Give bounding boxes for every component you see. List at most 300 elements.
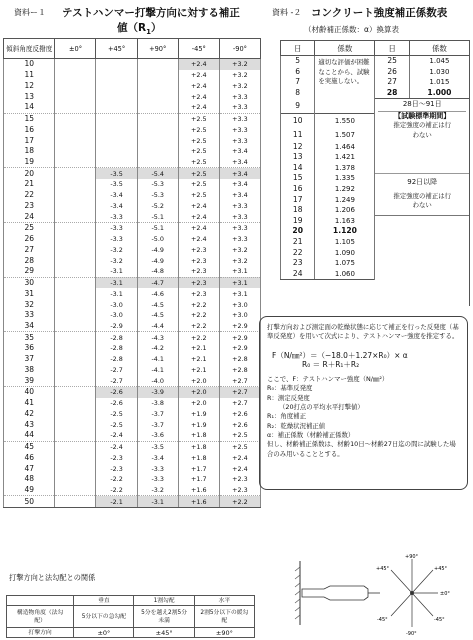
correction-cell: +3.3 xyxy=(219,113,260,124)
section1-title xyxy=(62,5,262,36)
correction-cell: -3.1 xyxy=(137,496,178,508)
correction-cell xyxy=(55,310,96,321)
formula-def-alpha: α：補正係数（材齢補正係数） xyxy=(267,430,355,439)
rebound-cell: 41 xyxy=(4,398,55,409)
correction-cell: +3.2 xyxy=(219,59,260,70)
correction-cell xyxy=(55,201,96,212)
correction-cell: +2.4 xyxy=(178,102,219,113)
correction-cell: -3.3 xyxy=(137,474,178,485)
correction-cell: -5.2 xyxy=(137,201,178,212)
range1: 28日〜91日 xyxy=(378,100,466,112)
correction-cell: +1.8 xyxy=(178,441,219,452)
correction-cell xyxy=(137,124,178,135)
correction-cell xyxy=(96,113,137,124)
day-cell: 20 xyxy=(281,226,315,237)
correction-cell xyxy=(55,463,96,474)
correction-cell: -2.8 xyxy=(96,354,137,365)
correction-cell: +2.4 xyxy=(178,70,219,81)
table2-right-border xyxy=(469,40,470,306)
rebound-cell: 17 xyxy=(4,135,55,146)
correction-cell: -2.1 xyxy=(96,496,137,508)
table-row xyxy=(4,157,261,168)
correction-cell: +2.5 xyxy=(178,135,219,146)
correction-cell xyxy=(55,179,96,190)
correction-cell: +3.3 xyxy=(219,201,260,212)
range-block xyxy=(375,99,470,142)
correction-cell: +3.4 xyxy=(219,146,260,157)
correction-cell: -2.6 xyxy=(96,398,137,409)
section3-title: 打撃方向と法勾配との関係 xyxy=(9,573,96,582)
correction-cell: -3.1 xyxy=(96,288,137,299)
title-end: ） xyxy=(150,22,162,34)
correction-cell: -3.2 xyxy=(96,244,137,255)
rebound-cell: 11 xyxy=(4,70,55,81)
correction-cell xyxy=(96,102,137,113)
table-row xyxy=(4,223,261,234)
table-row xyxy=(4,365,261,376)
rebound-cell: 43 xyxy=(4,419,55,430)
direction-cell: ±90° xyxy=(194,628,254,638)
correction-cell xyxy=(96,80,137,91)
day-cell: 21 xyxy=(281,237,315,248)
header-cell xyxy=(7,596,74,606)
table-row xyxy=(4,496,261,508)
correction-cell: +3.0 xyxy=(219,299,260,310)
table-row xyxy=(4,179,261,190)
table-row xyxy=(4,146,261,157)
correction-cell: +2.3 xyxy=(178,255,219,266)
correction-cell: +3.1 xyxy=(219,277,260,288)
correction-cell xyxy=(137,135,178,146)
correction-cell xyxy=(137,113,178,124)
spacer-cell xyxy=(375,216,470,280)
rebound-cell: 24 xyxy=(4,211,55,222)
correction-cell: -2.7 xyxy=(96,365,137,376)
table-row xyxy=(4,234,261,245)
rebound-cell: 16 xyxy=(4,124,55,135)
note3: 推定強度の補正は行わない xyxy=(393,191,451,210)
table-row xyxy=(4,102,261,113)
correction-cell: +1.7 xyxy=(178,463,219,474)
correction-cell: -3.5 xyxy=(137,441,178,452)
section1-title-line2 xyxy=(62,20,262,36)
late-block xyxy=(375,173,470,215)
day-cell: 5 xyxy=(281,56,315,67)
correction-cell: +2.5 xyxy=(219,441,260,452)
correction-cell: +1.6 xyxy=(178,496,219,508)
correction-cell: -4.9 xyxy=(137,244,178,255)
correction-cell: +3.4 xyxy=(219,190,260,201)
correction-cell xyxy=(55,168,96,179)
rebound-cell: 49 xyxy=(4,485,55,496)
correction-cell xyxy=(137,91,178,102)
correction-cell: +2.4 xyxy=(219,463,260,474)
correction-cell: +2.1 xyxy=(178,365,219,376)
correction-cell: -3.3 xyxy=(96,234,137,245)
correction-cell: +2.4 xyxy=(178,223,219,234)
rebound-cell: 18 xyxy=(4,146,55,157)
correction-cell: -3.9 xyxy=(137,387,178,398)
formula-def-r2: R₂：乾燥状況補正値 xyxy=(267,421,326,430)
correction-cell: +2.7 xyxy=(219,398,260,409)
rebound-cell: 29 xyxy=(4,266,55,277)
day-cell: 24 xyxy=(281,269,315,280)
formula-intro: 打撃方向および測定面の乾燥状態に応じて補正を行った反発度（基準反発度）を用いて次式により、テストハンマー強度を推定する。 xyxy=(267,323,459,341)
correction-cell xyxy=(55,190,96,201)
correction-cell: +1.8 xyxy=(178,452,219,463)
correction-cell: -4.4 xyxy=(137,321,178,332)
table-row xyxy=(4,485,261,496)
correction-cell: +2.3 xyxy=(219,474,260,485)
correction-cell: +2.5 xyxy=(178,157,219,168)
day-cell: 25 xyxy=(375,56,409,67)
day-cell: 10 xyxy=(281,113,315,127)
table-row xyxy=(4,266,261,277)
day-cell: 6 xyxy=(281,67,315,78)
correction-cell: -4.1 xyxy=(137,365,178,376)
rebound-cell: 44 xyxy=(4,430,55,441)
correction-cell xyxy=(55,354,96,365)
table-row xyxy=(4,135,261,146)
rebound-cell: 30 xyxy=(4,277,55,288)
correction-cell xyxy=(55,496,96,508)
early-note: 適切な評価が困難なことから、試験を実施しない。 xyxy=(315,56,375,114)
slope-cell: 5分を越え2割5分未満 xyxy=(134,606,194,628)
rebound-cell: 37 xyxy=(4,354,55,365)
section1-label: 資料ー１ xyxy=(14,8,46,17)
day-cell: 17 xyxy=(281,194,315,205)
correction-cell xyxy=(96,91,137,102)
rebound-cell: 20 xyxy=(4,168,55,179)
correction-cell xyxy=(55,419,96,430)
correction-cell: +2.3 xyxy=(178,266,219,277)
correction-cell xyxy=(55,102,96,113)
correction-cell: -2.8 xyxy=(96,343,137,354)
table-row xyxy=(4,113,261,124)
note1: 推定強度の補正は行わない xyxy=(393,121,451,139)
correction-cell xyxy=(55,409,96,420)
angle-label: +90° xyxy=(405,554,419,560)
correction-cell: +2.4 xyxy=(178,91,219,102)
correction-cell: +1.6 xyxy=(178,485,219,496)
coef-cell: 1.550 xyxy=(315,113,375,127)
correction-cell: +3.3 xyxy=(219,124,260,135)
correction-cell: -3.1 xyxy=(96,277,137,288)
correction-cell: -4.0 xyxy=(137,375,178,386)
correction-cell: +2.5 xyxy=(178,168,219,179)
correction-cell: -2.5 xyxy=(96,419,137,430)
correction-cell xyxy=(55,135,96,146)
table-row xyxy=(4,277,261,288)
correction-cell: +2.4 xyxy=(178,211,219,222)
correction-cell: -3.2 xyxy=(96,255,137,266)
table-row xyxy=(4,255,261,266)
table-row xyxy=(4,70,261,81)
correction-cell: -5.0 xyxy=(137,234,178,245)
formula-r0: R₀ ＝ R＋R₁＋R₂ xyxy=(302,359,360,369)
angle-label: ±0° xyxy=(440,591,450,597)
correction-cell: -3.5 xyxy=(96,168,137,179)
direction-cell: ±45° xyxy=(134,628,194,638)
rebound-cell: 38 xyxy=(4,365,55,376)
correction-cell xyxy=(137,102,178,113)
correction-cell xyxy=(55,387,96,398)
day-cell: 13 xyxy=(281,152,315,163)
table-row xyxy=(281,88,470,99)
correction-cell xyxy=(55,365,96,376)
table-row xyxy=(281,67,470,78)
table-row xyxy=(4,211,261,222)
header-day: 日 xyxy=(281,41,315,56)
correction-cell: +3.3 xyxy=(219,102,260,113)
correction-cell xyxy=(55,234,96,245)
correction-cell: -3.4 xyxy=(96,190,137,201)
header-day: 日 xyxy=(375,41,409,56)
correction-cell: +3.2 xyxy=(219,80,260,91)
formula-where: ここで、F：テストハンマー強度（N/㎜²） xyxy=(267,375,389,384)
hammer-direction-diagram xyxy=(272,553,468,637)
table-row xyxy=(4,375,261,386)
table-row xyxy=(4,441,261,452)
coef-cell: 1.421 xyxy=(315,152,375,163)
coef-cell: 1.292 xyxy=(315,184,375,195)
coef-cell: 1.335 xyxy=(315,173,375,184)
day-cell: 15 xyxy=(281,173,315,184)
rebound-cell: 32 xyxy=(4,299,55,310)
correction-cell: +2.9 xyxy=(219,343,260,354)
correction-cell: +2.3 xyxy=(178,277,219,288)
correction-cell: -5.1 xyxy=(137,211,178,222)
correction-cell xyxy=(96,59,137,70)
direction-arrows xyxy=(391,559,438,627)
correction-cell: +2.8 xyxy=(219,365,260,376)
coef-cell: 1.163 xyxy=(315,216,375,227)
correction-cell xyxy=(55,70,96,81)
coef-cell: 1.000 xyxy=(409,88,469,99)
section1-title-line1: テストハンマー打撃方向に対する補正 xyxy=(62,7,240,19)
header-coef: 係数 xyxy=(315,41,375,56)
day-cell: 9 xyxy=(281,99,315,113)
correction-cell: +3.4 xyxy=(219,168,260,179)
correction-cell xyxy=(55,288,96,299)
table-row xyxy=(4,343,261,354)
rebound-cell: 45 xyxy=(4,441,55,452)
table-row xyxy=(4,299,261,310)
table-row xyxy=(4,409,261,420)
correction-cell: -2.6 xyxy=(96,387,137,398)
correction-cell xyxy=(96,124,137,135)
header-col: -90° xyxy=(219,39,260,59)
correction-cell: -5.3 xyxy=(137,179,178,190)
correction-cell: -2.2 xyxy=(96,485,137,496)
rebound-cell: 10 xyxy=(4,59,55,70)
direction-cell: ±0° xyxy=(74,628,134,638)
correction-cell: -4.3 xyxy=(137,332,178,343)
correction-cell: -5.3 xyxy=(137,190,178,201)
day-cell: 7 xyxy=(281,77,315,88)
day-cell: 16 xyxy=(281,184,315,195)
table-row xyxy=(4,168,261,179)
coef-cell: 1.507 xyxy=(315,128,375,142)
correction-cell xyxy=(55,91,96,102)
correction-cell xyxy=(137,157,178,168)
correction-cell xyxy=(96,70,137,81)
correction-cell: +3.3 xyxy=(219,234,260,245)
table-row xyxy=(4,419,261,430)
header-cell: 垂直 xyxy=(74,596,134,606)
correction-cell: +2.7 xyxy=(219,387,260,398)
correction-cell xyxy=(55,398,96,409)
correction-cell xyxy=(96,157,137,168)
section2-subtitle: （材齢補正係数：α）換算表 xyxy=(304,25,399,34)
formula-def-r: R：測定反発度 xyxy=(267,393,310,402)
correction-cell: +2.1 xyxy=(178,354,219,365)
correction-cell: +2.5 xyxy=(178,146,219,157)
coef-cell: 1.030 xyxy=(409,67,469,78)
angle-correction-table xyxy=(3,38,261,508)
correction-cell: -3.7 xyxy=(137,419,178,430)
section2-title: コンクリート強度補正係数表 xyxy=(311,7,448,19)
correction-cell: -3.2 xyxy=(137,485,178,496)
correction-cell xyxy=(55,146,96,157)
correction-cell: +2.5 xyxy=(178,179,219,190)
table-row xyxy=(4,201,261,212)
formula-def-r0: R₀：基準反発度 xyxy=(267,384,313,393)
table2-header xyxy=(281,41,470,56)
correction-cell: -4.5 xyxy=(137,299,178,310)
rebound-cell: 46 xyxy=(4,452,55,463)
correction-cell: -3.4 xyxy=(137,452,178,463)
correction-cell: -3.5 xyxy=(96,179,137,190)
day-cell: 19 xyxy=(281,216,315,227)
correction-cell: -4.6 xyxy=(137,288,178,299)
correction-cell xyxy=(55,113,96,124)
table-row xyxy=(4,80,261,91)
correction-cell xyxy=(137,70,178,81)
table-row xyxy=(281,99,470,113)
correction-cell: -2.5 xyxy=(96,409,137,420)
rebound-cell: 27 xyxy=(4,244,55,255)
spacer-cell xyxy=(375,141,470,173)
correction-cell: -3.1 xyxy=(96,266,137,277)
age-coefficient-table xyxy=(280,40,470,280)
rebound-cell: 22 xyxy=(4,190,55,201)
correction-cell xyxy=(55,343,96,354)
row-label: 構造物角度（法勾配） xyxy=(7,606,74,628)
correction-cell xyxy=(55,59,96,70)
correction-cell xyxy=(55,211,96,222)
table-row xyxy=(7,628,255,638)
table-row xyxy=(281,141,470,152)
correction-cell xyxy=(55,452,96,463)
header-col: ±0° xyxy=(55,39,96,59)
correction-cell: -3.0 xyxy=(96,299,137,310)
title-sub: 1 xyxy=(146,28,151,37)
coef-cell: 1.105 xyxy=(315,237,375,248)
correction-cell: +2.5 xyxy=(178,113,219,124)
table-row xyxy=(7,596,255,606)
correction-cell: +2.2 xyxy=(178,299,219,310)
correction-cell: +2.3 xyxy=(178,244,219,255)
table1-body xyxy=(4,59,261,508)
correction-cell: -3.6 xyxy=(137,430,178,441)
table-row xyxy=(4,91,261,102)
coef-cell: 1.464 xyxy=(315,141,375,152)
rebound-cell: 40 xyxy=(4,387,55,398)
correction-cell: -2.8 xyxy=(96,332,137,343)
correction-cell: +1.8 xyxy=(178,430,219,441)
correction-cell xyxy=(55,244,96,255)
rebound-cell: 26 xyxy=(4,234,55,245)
formula-box xyxy=(259,316,468,490)
section2-label: 資料 -２ xyxy=(272,8,302,17)
table-row xyxy=(281,77,470,88)
slope-direction-table xyxy=(6,595,255,638)
correction-cell xyxy=(55,277,96,288)
table-row xyxy=(4,59,261,70)
correction-cell: +3.2 xyxy=(219,70,260,81)
correction-cell xyxy=(55,124,96,135)
table-row xyxy=(4,463,261,474)
angle-label: +45° xyxy=(434,566,448,572)
rebound-cell: 36 xyxy=(4,343,55,354)
correction-cell: +3.2 xyxy=(219,255,260,266)
table-row xyxy=(4,332,261,343)
day-cell: 23 xyxy=(281,258,315,269)
correction-cell: -2.4 xyxy=(96,430,137,441)
formula-def-r1: R₁：角度補正 xyxy=(267,412,306,421)
day-cell: 28 xyxy=(375,88,409,99)
rebound-cell: 19 xyxy=(4,157,55,168)
correction-cell: +3.3 xyxy=(219,211,260,222)
correction-cell xyxy=(55,157,96,168)
angle-label: -45° xyxy=(377,617,388,623)
header-col: +45° xyxy=(96,39,137,59)
correction-cell xyxy=(55,255,96,266)
table-row xyxy=(4,474,261,485)
correction-cell: +3.0 xyxy=(219,310,260,321)
rebound-cell: 15 xyxy=(4,113,55,124)
correction-cell: +2.2 xyxy=(219,496,260,508)
table-row xyxy=(4,430,261,441)
coef-cell: 1.378 xyxy=(315,163,375,174)
correction-cell: +2.5 xyxy=(219,430,260,441)
correction-cell xyxy=(137,146,178,157)
correction-cell xyxy=(55,80,96,91)
rebound-cell: 25 xyxy=(4,223,55,234)
day-cell: 8 xyxy=(281,88,315,99)
header-cell: 1割勾配 xyxy=(134,596,194,606)
correction-cell: -3.0 xyxy=(96,310,137,321)
correction-cell: +2.2 xyxy=(178,321,219,332)
correction-cell: +2.9 xyxy=(219,321,260,332)
table-row xyxy=(4,190,261,201)
correction-cell: -3.3 xyxy=(96,211,137,222)
correction-cell: -2.2 xyxy=(96,474,137,485)
correction-cell: -3.3 xyxy=(96,223,137,234)
table-row xyxy=(4,354,261,365)
table-row xyxy=(4,310,261,321)
correction-cell: +2.4 xyxy=(178,201,219,212)
angle-label: -90° xyxy=(406,631,417,637)
correction-cell: +2.0 xyxy=(178,375,219,386)
correction-cell: +3.4 xyxy=(219,157,260,168)
correction-cell: +2.4 xyxy=(178,234,219,245)
rebound-cell: 13 xyxy=(4,91,55,102)
correction-cell: +2.8 xyxy=(219,354,260,365)
correction-cell: -2.9 xyxy=(96,321,137,332)
correction-cell: +2.6 xyxy=(219,419,260,430)
